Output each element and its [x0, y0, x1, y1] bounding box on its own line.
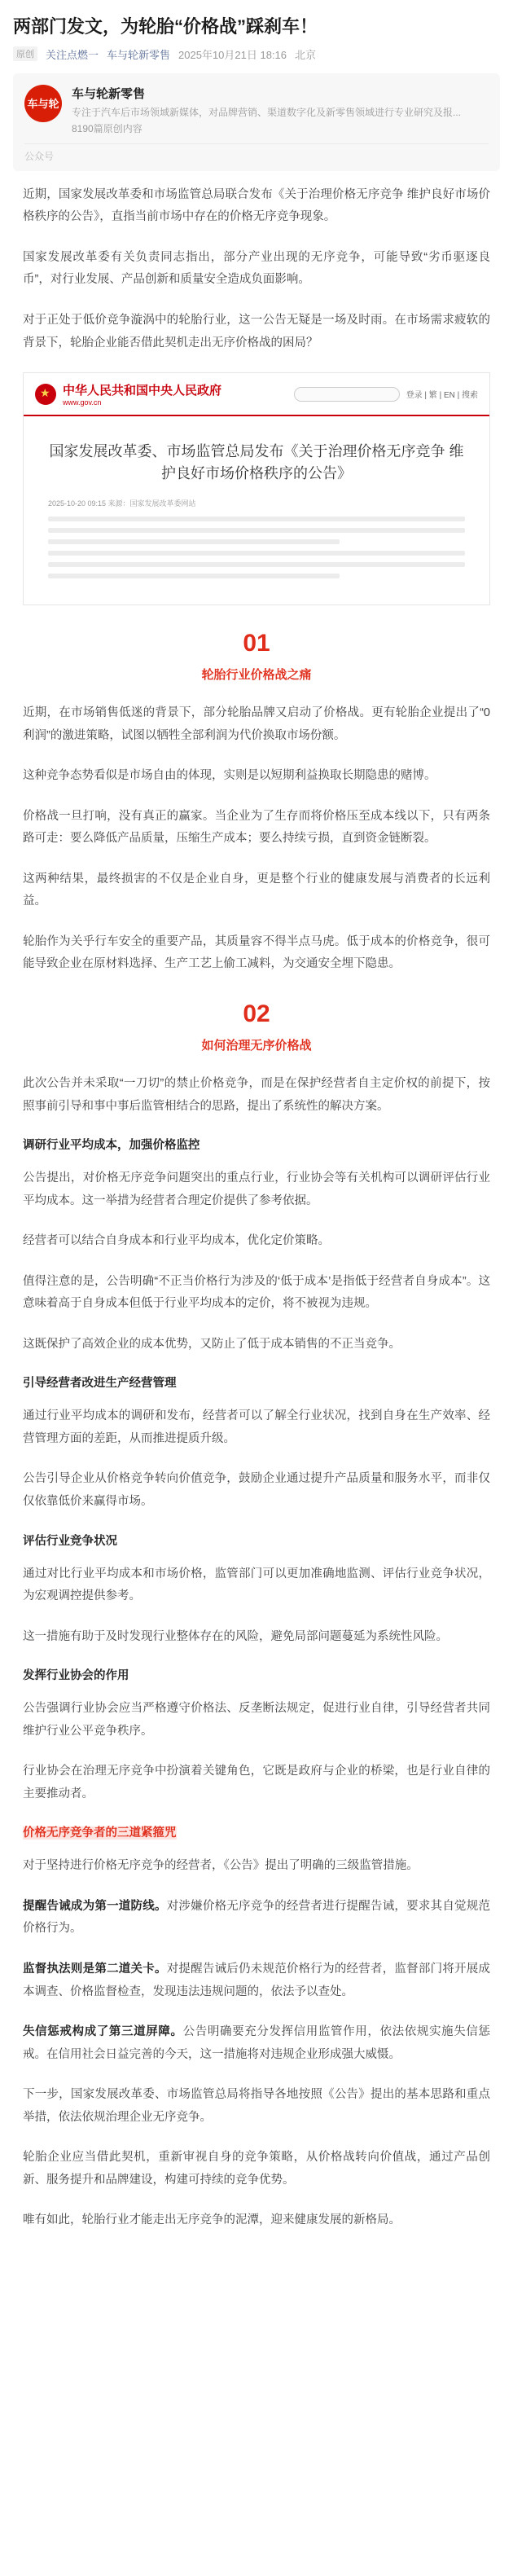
section-2-intro: 此次公告并未采取“一刀切”的禁止价格竞争，而是在保护经营者自主定价权的前提下，按照事前引导和事中事后监管相结合的思路，提出了系统性的解决方案。: [23, 1077, 490, 1113]
closing-para: 下一步，国家发展改革委、市场监管总局将指导各地按照《公告》提出的基本思路和重点举措，依法依规治理企业无序竞争。: [23, 2088, 490, 2124]
subheading-guide: 引导经营者改进生产经营管理: [23, 1377, 177, 1391]
account-name: 车与轮新零售: [72, 86, 146, 101]
assoc-para: 行业协会在治理无序竞争中扮演着关键角色，它既是政府与企业的桥梁，也是行业自律的主要推动者。: [23, 1765, 490, 1800]
intro-para: 国家发展改革委有关负责同志指出，部分产业出现的无序竞争，可能导致“劣币驱逐良币”，对行业发展、产品创新和质量安全造成负面影响。: [23, 250, 490, 287]
account-type: 公众号: [24, 143, 489, 163]
gov-site-url: www.gov.cn: [63, 398, 102, 407]
cost-para: 值得注意的是，公告明确“不正当价格行为涉及的‘低于成本’是指低于经营者自身成本”。这意味着高于自身成本但低于行业平均成本的定价，将不被视为违规。: [23, 1274, 490, 1311]
gov-search-box: [294, 387, 400, 402]
section-number: 02: [243, 1000, 270, 1027]
measure-lead: 提醒告诫成为第一道防线。: [23, 1899, 167, 1913]
subheading-assoc: 发挥行业协会的作用: [23, 1669, 129, 1683]
subheading-cost: 调研行业平均成本，加强价格监控: [23, 1139, 200, 1153]
account-link[interactable]: 车与轮新零售: [107, 48, 171, 61]
account-desc: 专注于汽车后市场领域新媒体，对品牌营销、渠道数字化及新零售领域进行专业研究及报...: [72, 106, 462, 118]
measure-lead: 失信惩戒构成了第三道屏障。: [23, 2025, 183, 2039]
section-1-header: [0, 630, 513, 683]
guide-para: 通过行业平均成本的调研和发布，经营者可以了解全行业状况，找到自身在生产效率、经营管理方面的差距，从而推进提质升级。: [23, 1409, 490, 1445]
original-badge: 原创: [13, 46, 37, 61]
measure-para: 失信惩戒构成了第三道屏障。公告明确要充分发挥信用监管作用，依法依规实施失信惩戒。在信用社会日益完善的今天，这一措施将对违规企业形成强大威慑。: [23, 2025, 491, 2061]
closing-para: 轮胎企业应当借此契机，重新审视自身的竞争策略，从价格战转向价值战，通过产品创新、服务提升和品牌建设，构建可持续的竞争优势。: [23, 2151, 490, 2187]
article-meta: [0, 46, 513, 73]
article-title: 两部门发文，为轮胎“价格战”踩刹车！: [13, 16, 318, 37]
author-name[interactable]: 关注点燃一: [46, 48, 99, 61]
section-1-para: 这两种结果，最终损害的不仅是企业自身，更是整个行业的健康发展与消费者的长远利益。: [23, 872, 490, 908]
cost-para: 经营者可以结合自身成本和行业平均成本，优化定价策略。: [23, 1234, 330, 1248]
publish-date: 2025年10月21日 18:16: [178, 48, 287, 61]
section-2-header: [0, 1000, 513, 1053]
assoc-para: 公告强调行业协会应当严格遵守价格法、反垄断法规定，促进行业自律，引导经营者共同维护行业公平竞争秩序。: [23, 1702, 490, 1738]
gov-nav-text: 登录 | 繁 | EN | 搜索: [406, 391, 478, 401]
cost-para: 公告提出，对价格无序竞争问题突出的重点行业，行业协会等有关机构可以调研评估行业平均成本。这一举措为经营者合理定价提供了参考依据。: [23, 1172, 490, 1207]
gov-site-screenshot: [23, 372, 490, 605]
closing-para: 唯有如此，轮胎行业才能走出无序竞争的泥潭，迎来健康发展的新格局。: [23, 2213, 401, 2227]
account-profile-card[interactable]: [13, 73, 500, 171]
measure-para: 监督执法则是第二道关卡。对提醒告诫后仍未规范价格行为的经营者，监督部门将开展成本调查、价格监督检查，发现违法违规问题的，依法予以查处。: [23, 1963, 491, 1998]
intro-para: 对于正处于低价竞争漩涡中的轮胎行业，这一公告无疑是一场及时雨。在市场需求疲软的背景下，轮胎企业能否借此契机走出无序价格战的困局？: [23, 313, 490, 349]
section-1-para: 价格战一旦打响，没有真正的赢家。当企业为了生存而将价格压至成本线以下，只有两条路可走：要么降低产品质量，压缩生产成本；要么持续亏损，直到资金链断裂。: [23, 809, 490, 846]
intro-para: 近期，国家发展改革委和市场监管总局联合发布《关于治理价格无序竞争 维护良好市场价格秩序的公告》，直指当前市场中存在的价格无序竞争现象。: [23, 187, 490, 224]
eval-para: 这一措施有助于及时发现行业整体存在的风险，避免局部问题蔓延为系统性风险。: [23, 1629, 448, 1643]
cost-para: 这既保护了高效企业的成本优势，又防止了低于成本销售的不正当竞争。: [23, 1337, 401, 1351]
subheading-eval: 评估行业竞争状况: [23, 1534, 117, 1548]
account-stats: 8190篇原创内容: [72, 122, 142, 134]
account-logo: 车与轮: [24, 85, 62, 122]
subheading-three-measures: 价格无序竞争者的三道紧箍咒: [23, 1826, 177, 1840]
measure-lead: 监督执法则是第二道关卡。: [23, 1963, 167, 1976]
national-emblem-icon: [35, 384, 56, 405]
section-1-para: 近期，在市场销售低迷的背景下，部分轮胎品牌又启动了价格战。更有轮胎企业提出了“0利润”的激进策略，试图以牺牲全部利润为代价换取市场份额。: [23, 706, 490, 742]
guide-para: 公告引导企业从价格竞争转向价值竞争，鼓励企业通过提升产品质量和服务水平，而非仅仅依靠低价来赢得市场。: [23, 1472, 490, 1509]
section-1-para: 这种竞争态势看似是市场自由的体现，实则是以短期利益换取长期隐患的赌博。: [23, 769, 436, 783]
section-number: 01: [243, 630, 270, 657]
gov-doc-date: 2025-10-20 09:15 来源：国家发展改革委网站: [48, 499, 196, 508]
measure-para: 提醒告诫成为第一道防线。对涉嫌价格无序竞争的经营者进行提醒告诫，要求其自觉规范价格行为。: [23, 1899, 491, 1936]
section-1-para: 轮胎作为关乎行车安全的重要产品，其质量容不得半点马虎。低于成本的价格竞争，很可能导致企业在原材料选择、生产工艺上偷工减料，为交通安全埋下隐患。: [23, 934, 490, 971]
gov-doc-title: 国家发展改革委、市场监管总局发布《关于治理价格无序竞争 维护良好市场价格秩序的公告》: [49, 443, 464, 482]
section-title: 轮胎行业价格战之痛: [201, 668, 312, 683]
gov-site-name: 中华人民共和国中央人民政府: [63, 384, 222, 398]
section-title: 如何治理无序价格战: [201, 1039, 312, 1053]
publish-location: 北京: [295, 48, 317, 61]
eval-para: 通过对比行业平均成本和市场价格，监管部门可以更加准确地监测、评估行业竞争状况，为宏观调控提供参考。: [23, 1567, 490, 1603]
three-intro: 对于坚持进行价格无序竞争的经营者，《公告》提出了明确的三级监管措施。: [23, 1859, 419, 1873]
